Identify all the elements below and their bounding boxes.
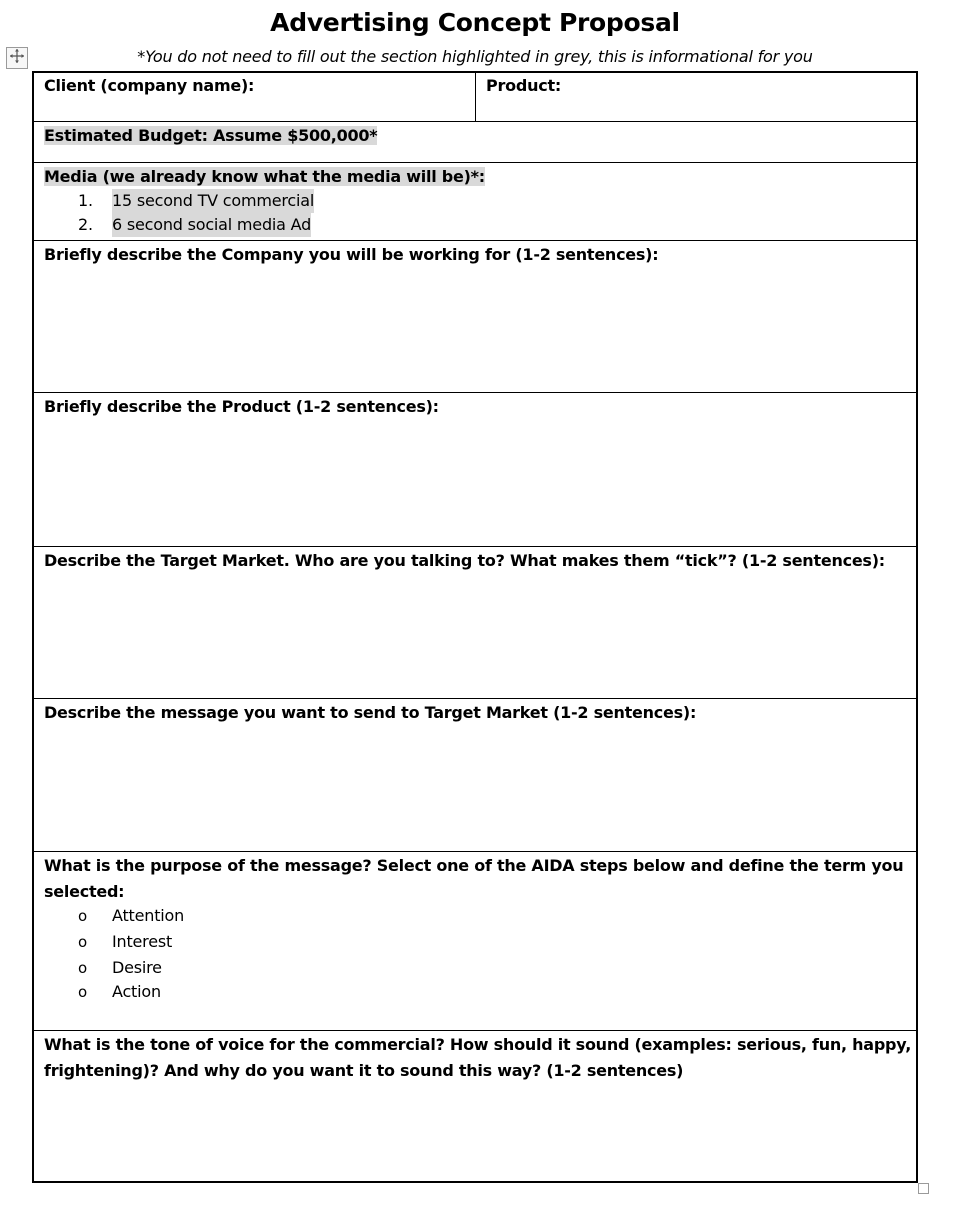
- bullet-icon: o: [78, 983, 88, 1001]
- aida-option-label: Desire: [112, 958, 162, 977]
- message-question: Describe the message you want to send to Target Market (1-2 sentences):: [44, 703, 697, 722]
- move-icon: [9, 48, 25, 69]
- list-item-text: 6 second social media Ad: [112, 213, 311, 237]
- tone-row[interactable]: [34, 1030, 916, 1182]
- page-title: Advertising Concept Proposal: [270, 8, 680, 37]
- aida-option[interactable]: [78, 980, 278, 1004]
- bullet-icon: o: [78, 907, 88, 925]
- list-number: 1.: [78, 191, 93, 210]
- tone-question-line1: What is the tone of voice for the commercial? How should it sound (examples: serious, fun, happy,: [44, 1035, 912, 1054]
- aida-option-label: Attention: [112, 906, 185, 925]
- bullet-icon: o: [78, 959, 88, 977]
- aida-option-label: Action: [112, 982, 161, 1001]
- media-label: Media (we already know what the media will be)*:: [44, 167, 485, 186]
- client-product-row: [34, 73, 916, 121]
- product-input-cell[interactable]: [477, 73, 916, 121]
- budget-label: Estimated Budget: Assume $500,000*: [44, 126, 378, 145]
- company-question: Briefly describe the Company you will be working for (1-2 sentences):: [44, 245, 659, 264]
- tone-question-line2: frightening)? And why do you want it to sound this way? (1-2 sentences): [44, 1061, 684, 1080]
- product-question: Briefly describe the Product (1-2 sentences):: [44, 397, 439, 416]
- purpose-row[interactable]: [34, 851, 916, 1031]
- company-row[interactable]: [34, 240, 916, 393]
- table-move-handle[interactable]: [6, 47, 28, 69]
- budget-row: [34, 121, 916, 163]
- aida-option[interactable]: [78, 956, 278, 980]
- message-row[interactable]: [34, 698, 916, 852]
- purpose-question-line1: What is the purpose of the message? Select one of the AIDA steps below and define the term you: [44, 856, 904, 875]
- instruction-note: *You do not need to fill out the section highlighted in grey, this is informational for you: [137, 47, 813, 66]
- aida-option[interactable]: [78, 930, 278, 954]
- proposal-form-table: [32, 71, 918, 1183]
- target-market-row[interactable]: [34, 546, 916, 699]
- client-field-label: Client (company name):: [44, 76, 255, 95]
- aida-option-label: Interest: [112, 932, 173, 951]
- product-field-label: Product:: [486, 76, 561, 95]
- purpose-question-line2: selected:: [44, 882, 125, 901]
- bullet-icon: o: [78, 933, 88, 951]
- client-input-cell[interactable]: [34, 73, 475, 121]
- product-description-row[interactable]: [34, 392, 916, 547]
- list-item-text: 15 second TV commercial: [112, 189, 314, 213]
- list-number: 2.: [78, 215, 93, 234]
- media-row: [34, 162, 916, 241]
- aida-option[interactable]: [78, 904, 278, 928]
- column-divider: [475, 73, 476, 121]
- table-resize-handle[interactable]: [918, 1183, 929, 1194]
- target-market-question: Describe the Target Market. Who are you talking to? What makes them “tick”? (1-2 sentences):: [44, 551, 885, 570]
